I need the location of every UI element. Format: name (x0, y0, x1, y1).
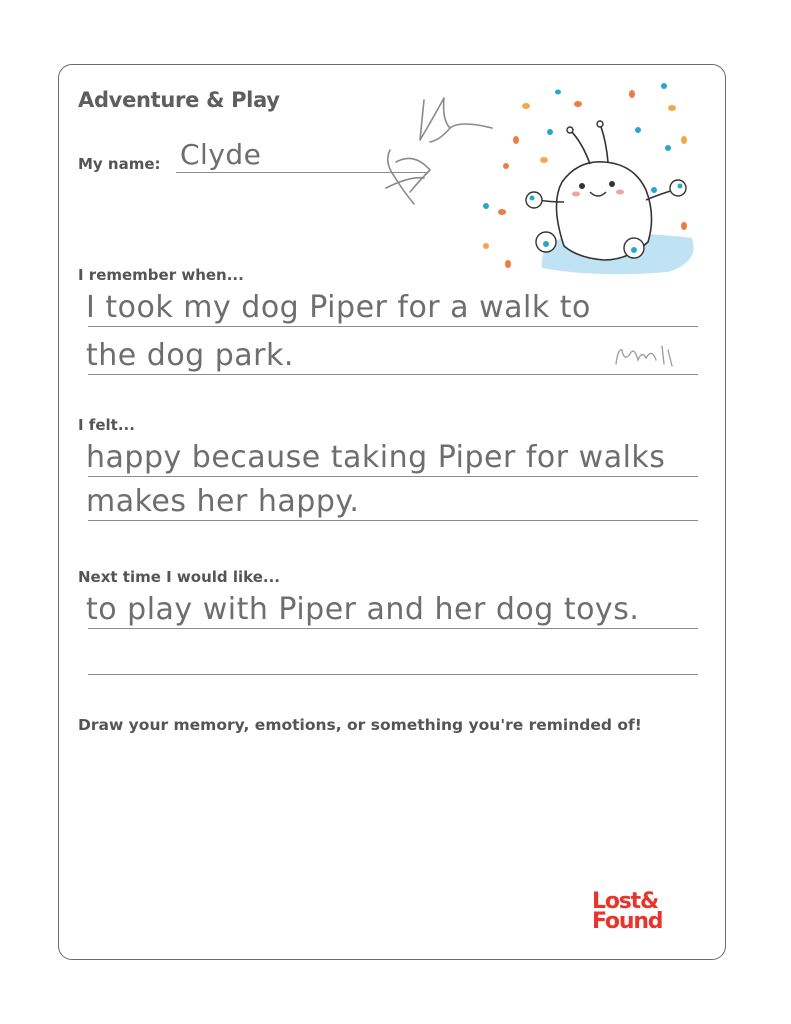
answer-remember-line-2[interactable]: the dog park. (86, 338, 294, 373)
celebrating-monster-icon (478, 86, 700, 282)
logo-line-2: Found (592, 909, 663, 934)
prompt-remember: I remember when... (78, 266, 244, 284)
remember-rule-1 (88, 326, 698, 327)
lost-and-found-logo (592, 889, 663, 934)
felt-rule-2 (88, 520, 698, 521)
remember-rule-2 (88, 374, 698, 375)
drawing-area[interactable] (78, 744, 578, 944)
answer-felt-line-2[interactable]: makes her happy. (86, 484, 360, 519)
logo-line-1: Lost& (592, 889, 658, 914)
prompt-felt: I felt... (78, 416, 135, 434)
name-label: My name: (78, 155, 161, 173)
answer-remember-line-1[interactable]: I took my dog Piper for a walk to (86, 290, 591, 325)
initials-scribble (612, 340, 676, 370)
felt-rule-1 (88, 476, 698, 477)
prompt-next: Next time I would like... (78, 568, 281, 586)
next-rule-2 (88, 674, 698, 675)
worksheet-title: Adventure & Play (78, 88, 280, 112)
answer-felt-line-1[interactable]: happy because taking Piper for walks (86, 440, 666, 475)
answer-next-line-1[interactable]: to play with Piper and her dog toys. (86, 592, 640, 627)
draw-prompt: Draw your memory, emotions, or something you're reminded of! (78, 716, 642, 734)
name-value[interactable]: Clyde (180, 138, 262, 171)
next-rule-1 (88, 628, 698, 629)
